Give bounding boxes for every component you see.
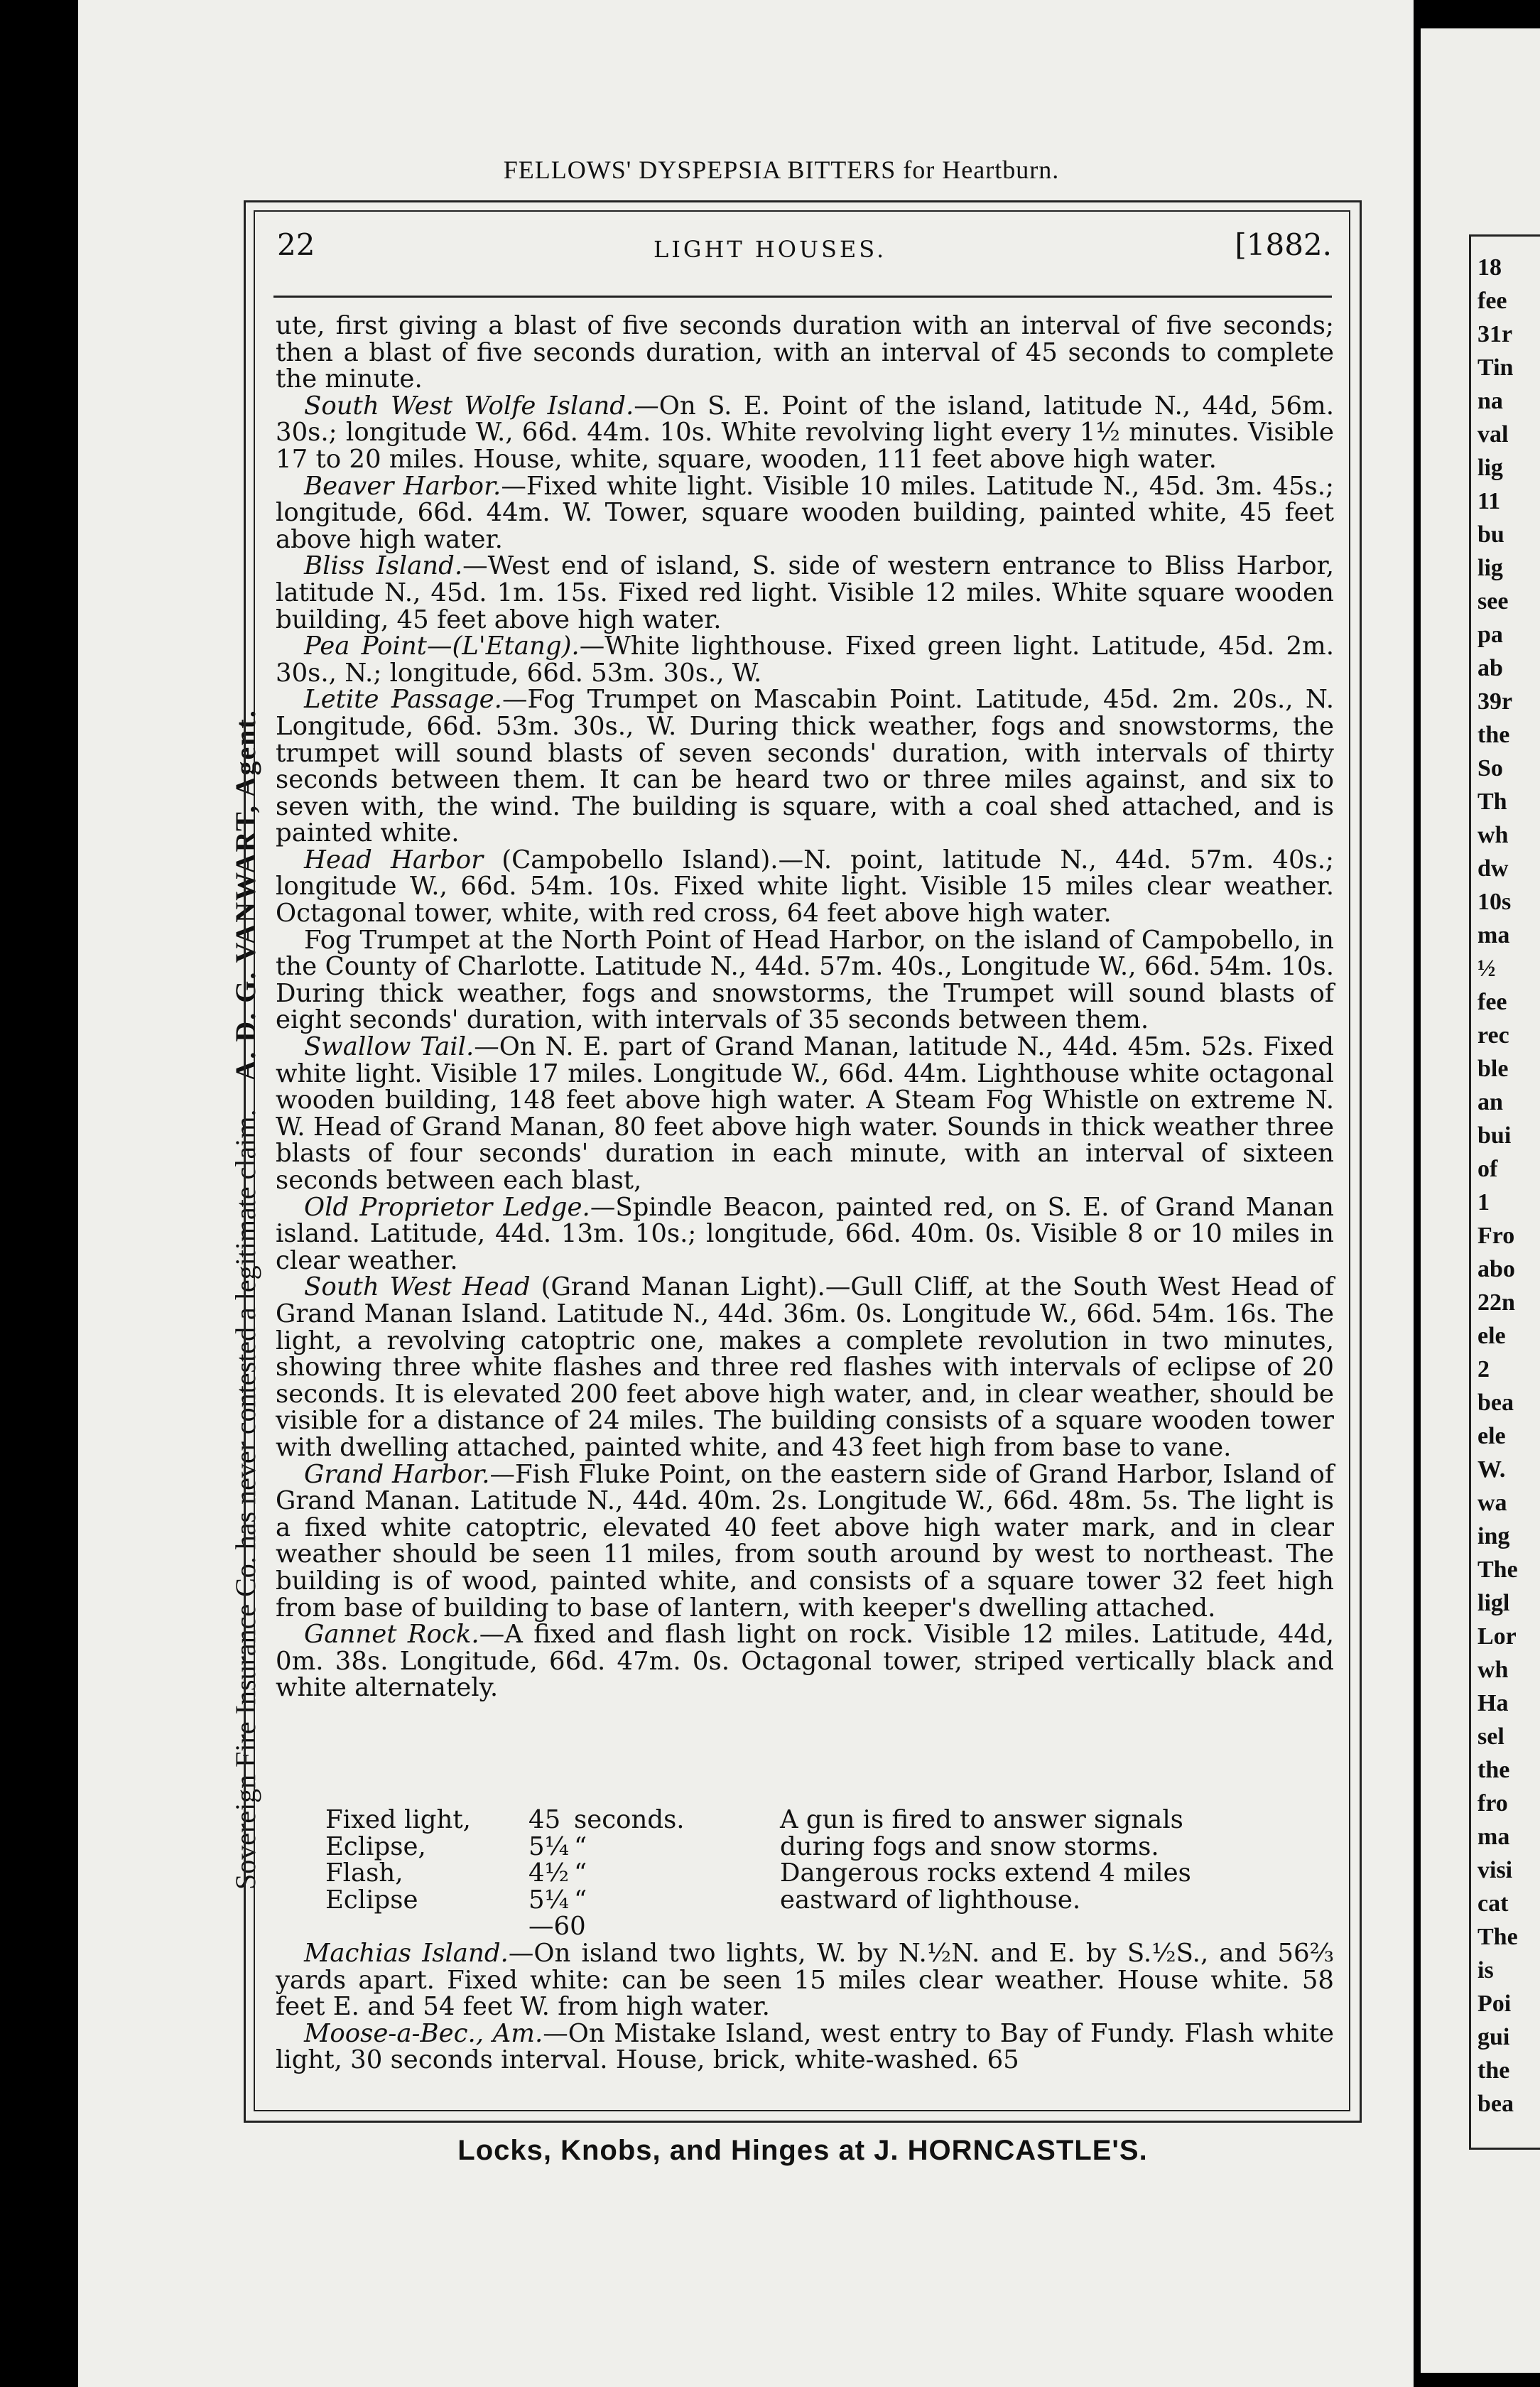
side-ad-agent: A. D. G. VANWART, Agent. <box>229 709 261 1081</box>
adjacent-page-edge <box>1421 28 1540 2373</box>
adjacent-page-fragment: bea <box>1477 2091 1514 2117</box>
adjacent-page-fragment: Fro <box>1477 1223 1515 1249</box>
timing-value: 4½ <box>528 1858 569 1888</box>
adjacent-page-fragment: Poi <box>1477 1991 1512 2017</box>
entry-name: Machias Island. <box>304 1939 509 1968</box>
entry-name: Old Proprietor Ledge. <box>304 1192 590 1222</box>
entry-text: —Spindle Beacon, painted red, on S. E. of Grand Manan island. Latitude, 44d. 13m. 10s.; longitude, 66d. 40m. 0s. Visible 8 or 10 miles in clear weather. <box>276 1192 1334 1275</box>
entry-paragraph <box>276 847 1334 927</box>
adjacent-page-fragment: of <box>1477 1156 1498 1182</box>
entry-name: Beaver Harbor. <box>304 471 501 501</box>
entry-text: —On island two lights, W. by N.½N. and E. by S.½S., and 56⅔ yards apart. Fixed white: can be seen 15 miles clear weather. House white. 58 feet E. and 54 feet W. from high water. <box>276 1939 1334 2022</box>
adjacent-page-fragment: ½ <box>1477 956 1496 982</box>
timing-total: —60 <box>528 1912 586 1942</box>
entry-paragraph <box>276 633 1334 686</box>
entry-paragraph <box>276 313 1334 393</box>
entry-paragraph <box>276 1621 1334 1701</box>
adjacent-page-fragment: Tin <box>1477 354 1514 381</box>
timing-row <box>276 1831 1334 1861</box>
timing-label: Fixed light, <box>325 1805 471 1834</box>
adjacent-page-fragment: Lor <box>1477 1623 1517 1650</box>
entry-text: ute, first giving a blast of five seconds duration with an interval of five seconds; then a blast of five seconds duration, with an interval of 45 seconds to complete the minute. <box>276 311 1334 394</box>
entry-name: South West Head <box>304 1272 531 1302</box>
adjacent-page-fragment: the <box>1477 2057 1510 2084</box>
entry-text: Fog Trumpet at the North Point of Head Harbor, on the island of Campobello, in the County of Charlotte. Latitude N., 44d. 57m. 40s., Longitude W., 66d. 54m. 10s. During thick weather, fogs and snowstorms, the Trumpet will sound blasts of eight seconds' duration, with intervals of 35 seconds between them. <box>276 925 1334 1035</box>
entry-text: —On S. E. Point of the island, latitude N., 44d, 56m. 30s.; longitude W., 66d. 44m. 10s. White revolving light every 1½ minutes. Visible 17 to 20 miles. House, white, square, wooden, 111 feet above high water. <box>276 391 1334 474</box>
lighthouse-entries <box>276 313 1334 1701</box>
entry-name: Letite Passage. <box>304 685 502 715</box>
adjacent-page-fragment: 39r <box>1477 688 1513 715</box>
adjacent-page-fragment: cat <box>1477 1890 1509 1917</box>
adjacent-page-fragment: lig <box>1477 555 1503 581</box>
entry-paragraph <box>276 686 1334 847</box>
adjacent-page-fragment: 2 <box>1477 1356 1490 1382</box>
footer-advertisement: Locks, Knobs, and Hinges at J. HORNCASTLE'S. <box>457 2135 1148 2166</box>
gannet-rock-timing-table <box>276 1807 1334 1940</box>
adjacent-page-fragment: 22n <box>1477 1289 1515 1316</box>
timing-unit: “ <box>574 1858 587 1888</box>
timing-value: 5¼ <box>528 1885 569 1915</box>
entry-text: (Grand Manan Light).—Gull Cliff, at the South West Head of Grand Manan Island. Latitude N., 44d. 36m. 0s. Longitude W., 66d. 54m. 16s. The light, a revolving catoptric one, makes a complete revolution in two minutes, showing three white flashes and three red flashes with intervals of eclipse of 20 seconds. It is elevated 200 feet above high water, and, in clear weather, should be visible for a distance of 24 miles. The building consists of a square wooden tower with dwelling attached, painted white, and 43 feet high from base to vane. <box>276 1272 1334 1462</box>
entry-text: —On N. E. part of Grand Manan, latitude N., 44d. 45m. 52s. Fixed white light. Visible 17 miles. Longitude W., 66d. 44m. Lighthouse white octagonal wooden building, 148 feet above high water. A Steam Fog Whistle on extreme N. W. Head of Grand Manan, 80 feet above high water. Sounds in thick weather three blasts of four seconds' duration in each minute, with an interval of sixteen seconds between each blast, <box>276 1032 1334 1195</box>
entry-name: Gannet Rock. <box>304 1620 479 1650</box>
adjacent-page-fragment: W. <box>1477 1456 1506 1483</box>
timing-label: Eclipse <box>325 1885 418 1915</box>
adjacent-page-fragment: ele <box>1477 1323 1506 1349</box>
adjacent-page-fragment: ab <box>1477 655 1503 681</box>
entry-paragraph <box>276 1461 1334 1622</box>
adjacent-page-fragment: wh <box>1477 822 1509 848</box>
page-number: 22 <box>277 227 315 262</box>
adjacent-page-fragment: ligl <box>1477 1590 1510 1616</box>
adjacent-page-fragment: ma <box>1477 922 1510 948</box>
timing-note: Dangerous rocks extend 4 miles <box>780 1858 1191 1888</box>
adjacent-page-fragment: pa <box>1477 622 1503 648</box>
adjacent-page-fragment: fee <box>1477 288 1507 314</box>
timing-row <box>276 1807 1334 1834</box>
adjacent-page-fragment: ing <box>1477 1523 1510 1549</box>
entry-name: Swallow Tail. <box>304 1032 475 1062</box>
adjacent-page-fragment: The <box>1477 1924 1518 1950</box>
adjacent-page-fragment: wh <box>1477 1657 1509 1683</box>
adjacent-page-fragment: fro <box>1477 1790 1508 1817</box>
adjacent-page-fragment: na <box>1477 388 1503 414</box>
top-advertisement: FELLOWS' DYSPEPSIA BITTERS for Heartburn. <box>503 156 1060 184</box>
adjacent-page-fragment: bea <box>1477 1390 1514 1416</box>
adjacent-page-fragment: wa <box>1477 1490 1507 1516</box>
entry-paragraph <box>276 1274 1334 1461</box>
adjacent-page-fragment: 1 <box>1477 1189 1490 1216</box>
entry-paragraph <box>276 473 1334 553</box>
timing-value: 5¼ <box>528 1831 569 1861</box>
entry-text: —Fish Fluke Point, on the eastern side of Grand Harbor, Island of Grand Manan. Latitude N., 44d. 40m. 2s. Longitude W., 66d. 48m. 5s. The light is a fixed white catoptric, elevated 40 feet above high water mark, and in clear weather should be seen 11 miles, from south around by west to northeast. The building is of wood, painted white, and consists of a square tower 32 feet high from base of building to base of lantern, with keeper's dwelling attached. <box>276 1459 1334 1623</box>
adjacent-page-fragment: 11 <box>1477 488 1501 514</box>
adjacent-page-fragment: 10s <box>1477 889 1512 915</box>
adjacent-page-fragment: Ha <box>1477 1690 1509 1716</box>
adjacent-page-fragment: bu <box>1477 521 1504 548</box>
lighthouse-entries-continued <box>276 1940 1334 2074</box>
timing-unit: seconds. <box>574 1805 685 1834</box>
adjacent-page-fragment: ele <box>1477 1423 1506 1449</box>
timing-row <box>276 1860 1334 1887</box>
timing-note: eastward of lighthouse. <box>780 1885 1081 1915</box>
entry-name: Pea Point—(L'Etang). <box>304 632 580 661</box>
adjacent-page-fragment: Th <box>1477 789 1507 815</box>
timing-note: A gun is fired to answer signals <box>780 1805 1183 1834</box>
timing-note: during fogs and snow storms. <box>780 1831 1159 1861</box>
adjacent-page-fragment: see <box>1477 588 1509 615</box>
adjacent-page-fragment: 18 <box>1477 254 1502 281</box>
adjacent-page-fragment: ma <box>1477 1824 1510 1850</box>
timing-row <box>276 1887 1334 1914</box>
adjacent-page-fragment: rec <box>1477 1022 1509 1049</box>
entry-text: —Fixed white light. Visible 10 miles. Latitude N., 45d. 3m. 45s.; longitude, 66d. 44m. W. Tower, square wooden building, painted white, 45 feet above high water. <box>276 471 1334 554</box>
entry-paragraph <box>276 2020 1334 2074</box>
adjacent-page-fragment: val <box>1477 421 1509 448</box>
adjacent-page-fragment: gui <box>1477 2024 1510 2050</box>
adjacent-page-fragment: dw <box>1477 855 1509 882</box>
header-rule <box>273 296 1332 298</box>
entry-name: Head Harbor <box>304 845 484 875</box>
adjacent-page-fragment: bui <box>1477 1122 1512 1149</box>
entry-name: Grand Harbor. <box>304 1459 490 1489</box>
adjacent-page-fragment: fee <box>1477 989 1507 1015</box>
timing-unit: “ <box>574 1885 587 1915</box>
adjacent-page-fragment: The <box>1477 1557 1518 1583</box>
adjacent-page-fragment: abo <box>1477 1256 1515 1282</box>
adjacent-page-fragment: visi <box>1477 1857 1513 1883</box>
entry-text: (Campobello Island).—N. point, latitude N., 44d. 57m. 40s.; longitude W., 66d. 54m. 10s. Fixed white light. Visible 15 miles clear weather. Octagonal tower, white, with red cross, 64 feet above high water. <box>276 845 1335 929</box>
entry-paragraph <box>276 393 1334 473</box>
adjacent-page-fragment: So <box>1477 755 1503 781</box>
entry-paragraph <box>276 1940 1334 2020</box>
entry-name: South West Wolfe Island. <box>304 391 634 421</box>
entry-paragraph <box>276 1034 1334 1194</box>
adjacent-page-fragment: 31r <box>1477 321 1513 347</box>
running-header <box>270 227 1335 270</box>
entry-text: —On Mistake Island, west entry to Bay of Fundy. Flash white light, 30 seconds interval. House, brick, white-washed. 65 <box>276 2018 1334 2075</box>
entry-name: Moose-a-Bec., Am. <box>304 2018 543 2048</box>
adjacent-page-fragment: ble <box>1477 1056 1509 1082</box>
adjacent-page-fragment: sel <box>1477 1723 1504 1750</box>
entry-paragraph <box>276 927 1334 1034</box>
side-ad-insurance: Sovereign Fire Insurance Co. has never contested a legitimate claim. <box>229 1109 261 1890</box>
entry-text: —White lighthouse. Fixed green light. Latitude, 45d. 2m. 30s., N.; longitude, 66d. 53m. 30s., W. <box>276 632 1334 688</box>
entry-paragraph <box>276 553 1334 633</box>
timing-unit: “ <box>574 1831 587 1861</box>
adjacent-page-fragment: the <box>1477 722 1510 748</box>
timing-label: Flash, <box>325 1858 403 1888</box>
section-title: LIGHT HOUSES. <box>654 236 887 263</box>
timing-label: Eclipse, <box>325 1831 426 1861</box>
adjacent-page-fragment: is <box>1477 1957 1494 1983</box>
entry-text: —A fixed and flash light on rock. Visible 12 miles. Latitude, 44d, 0m. 38s. Longitude, 66d. 47m. 0s. Octagonal tower, striped vertically black and white alternately. <box>276 1620 1334 1703</box>
year-label: [1882. <box>1235 227 1332 262</box>
timing-total-row <box>276 1913 1334 1940</box>
adjacent-page-fragment: an <box>1477 1089 1503 1115</box>
entry-name: Bliss Island. <box>304 551 463 581</box>
entry-text: —Fog Trumpet on Mascabin Point. Latitude, 45d. 2m. 20s., N. Longitude, 66d. 53m. 30s., W. During thick weather, fogs and snowstorms, the trumpet will sound blasts of seven seconds' duration, with intervals of thirty seconds between them. It can be heard two or three miles against, and six to seven with, the wind. The building is square, with a coal shed attached, and is painted white. <box>276 685 1335 848</box>
entry-paragraph <box>276 1194 1334 1274</box>
adjacent-page-fragment: the <box>1477 1757 1510 1783</box>
timing-value: 45 <box>528 1805 561 1834</box>
entry-text: —West end of island, S. side of western entrance to Bliss Harbor, latitude N., 45d. 1m. 15s. Fixed red light. Visible 12 miles. White square wooden building, 45 feet above high water. <box>276 551 1335 634</box>
adjacent-page-fragment: lig <box>1477 455 1503 481</box>
